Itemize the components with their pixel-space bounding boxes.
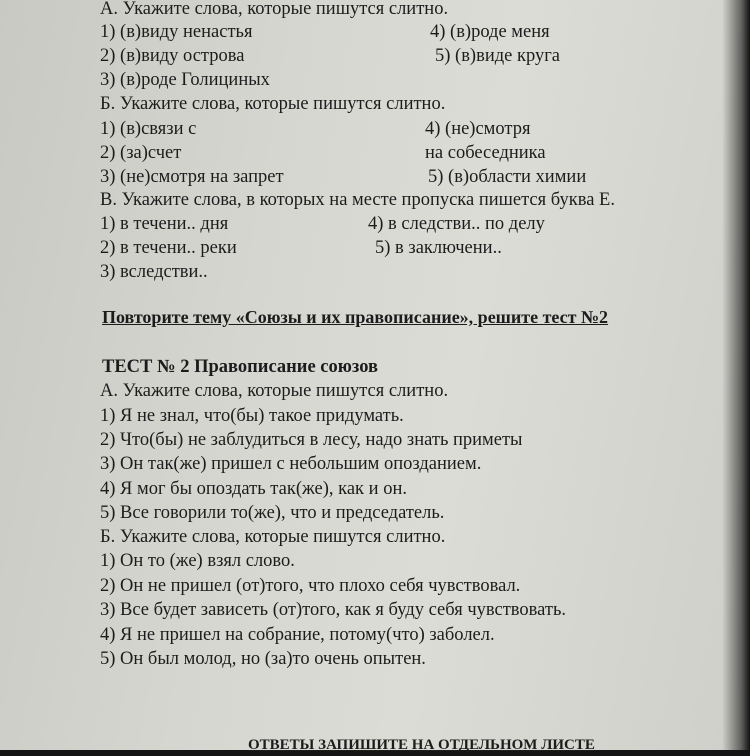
page-edge-shadow [722, 0, 750, 750]
test1-c-item-2: 2) в течени.. реки [100, 238, 237, 258]
test2-a-item-2: 2) Что(бы) не заблудиться в лесу, надо знать приметы [100, 430, 523, 450]
test1-c-item-1: 1) в течени.. дня [100, 214, 229, 234]
test1-a-item-5: 5) (в)виде круга [435, 46, 561, 66]
test1-a-item-4: 4) (в)роде меня [430, 22, 550, 42]
test2-a-item-4: 4) Я мог бы опоздать так(же), как и он. [100, 479, 407, 499]
test2-a-item-5: 5) Все говорили то(же), что и председатель. [100, 503, 445, 523]
test2-a-item-1: 1) Я не знал, что(бы) такое придумать. [100, 406, 404, 426]
test1-a-item-2: 2) (в)виду острова [100, 46, 245, 66]
test1-c-heading: В. Укажите слова, в которых на месте пропуска пишется буква Е. [100, 190, 615, 210]
test1-c-item-3: 3) вследстви.. [100, 262, 208, 282]
test2-b-item-2: 2) Он не пришел (от)того, что плохо себя чувствовал. [100, 576, 521, 596]
test1-a-item-1: 1) (в)виду ненастья [100, 22, 253, 42]
test1-b-item-1: 1) (в)связи с [100, 119, 197, 139]
test1-a-item-3: 3) (в)роде Голициных [100, 70, 270, 90]
test2-a-item-3: 3) Он так(же) пришел с небольшим опозданием. [100, 454, 482, 474]
test1-b-heading: Б. Укажите слова, которые пишутся слитно. [100, 94, 446, 114]
test2-b-item-3: 3) Все будет зависеть (от)того, как я буду себя чувствовать. [100, 600, 567, 620]
test1-a-heading: А. Укажите слова, которые пишутся слитно. [100, 0, 449, 19]
test2-a-heading: А. Укажите слова, которые пишутся слитно. [100, 381, 449, 401]
footer-note: ОТВЕТЫ ЗАПИШИТЕ НА ОТДЕЛЬНОМ ЛИСТЕ [248, 737, 595, 753]
test2-title: ТЕСТ № 2 Правописание союзов [102, 357, 379, 377]
test1-b-item-3: 3) (не)смотря на запрет [100, 167, 284, 187]
test1-b-item-5: 5) (в)области химии [428, 167, 587, 187]
test1-b-item-4a: 4) (не)смотря [425, 119, 531, 139]
test2-b-item-5: 5) Он был молод, но (за)то очень опытен. [100, 649, 426, 669]
test2-b-item-1: 1) Он то (же) взял слово. [100, 551, 295, 571]
test1-c-item-4: 4) в следстви.. по делу [368, 214, 545, 234]
test1-c-item-5: 5) в заключени.. [375, 238, 502, 258]
test2-b-item-4: 4) Я не пришел на собрание, потому(что) заболел. [100, 625, 495, 645]
test2-b-heading: Б. Укажите слова, которые пишутся слитно. [100, 527, 446, 547]
test1-b-item-4b: на собеседника [425, 143, 546, 163]
instruction-line: Повторите тему «Союзы и их правописание», решите тест №2 [102, 307, 609, 327]
test1-b-item-2: 2) (за)счет [100, 143, 182, 163]
